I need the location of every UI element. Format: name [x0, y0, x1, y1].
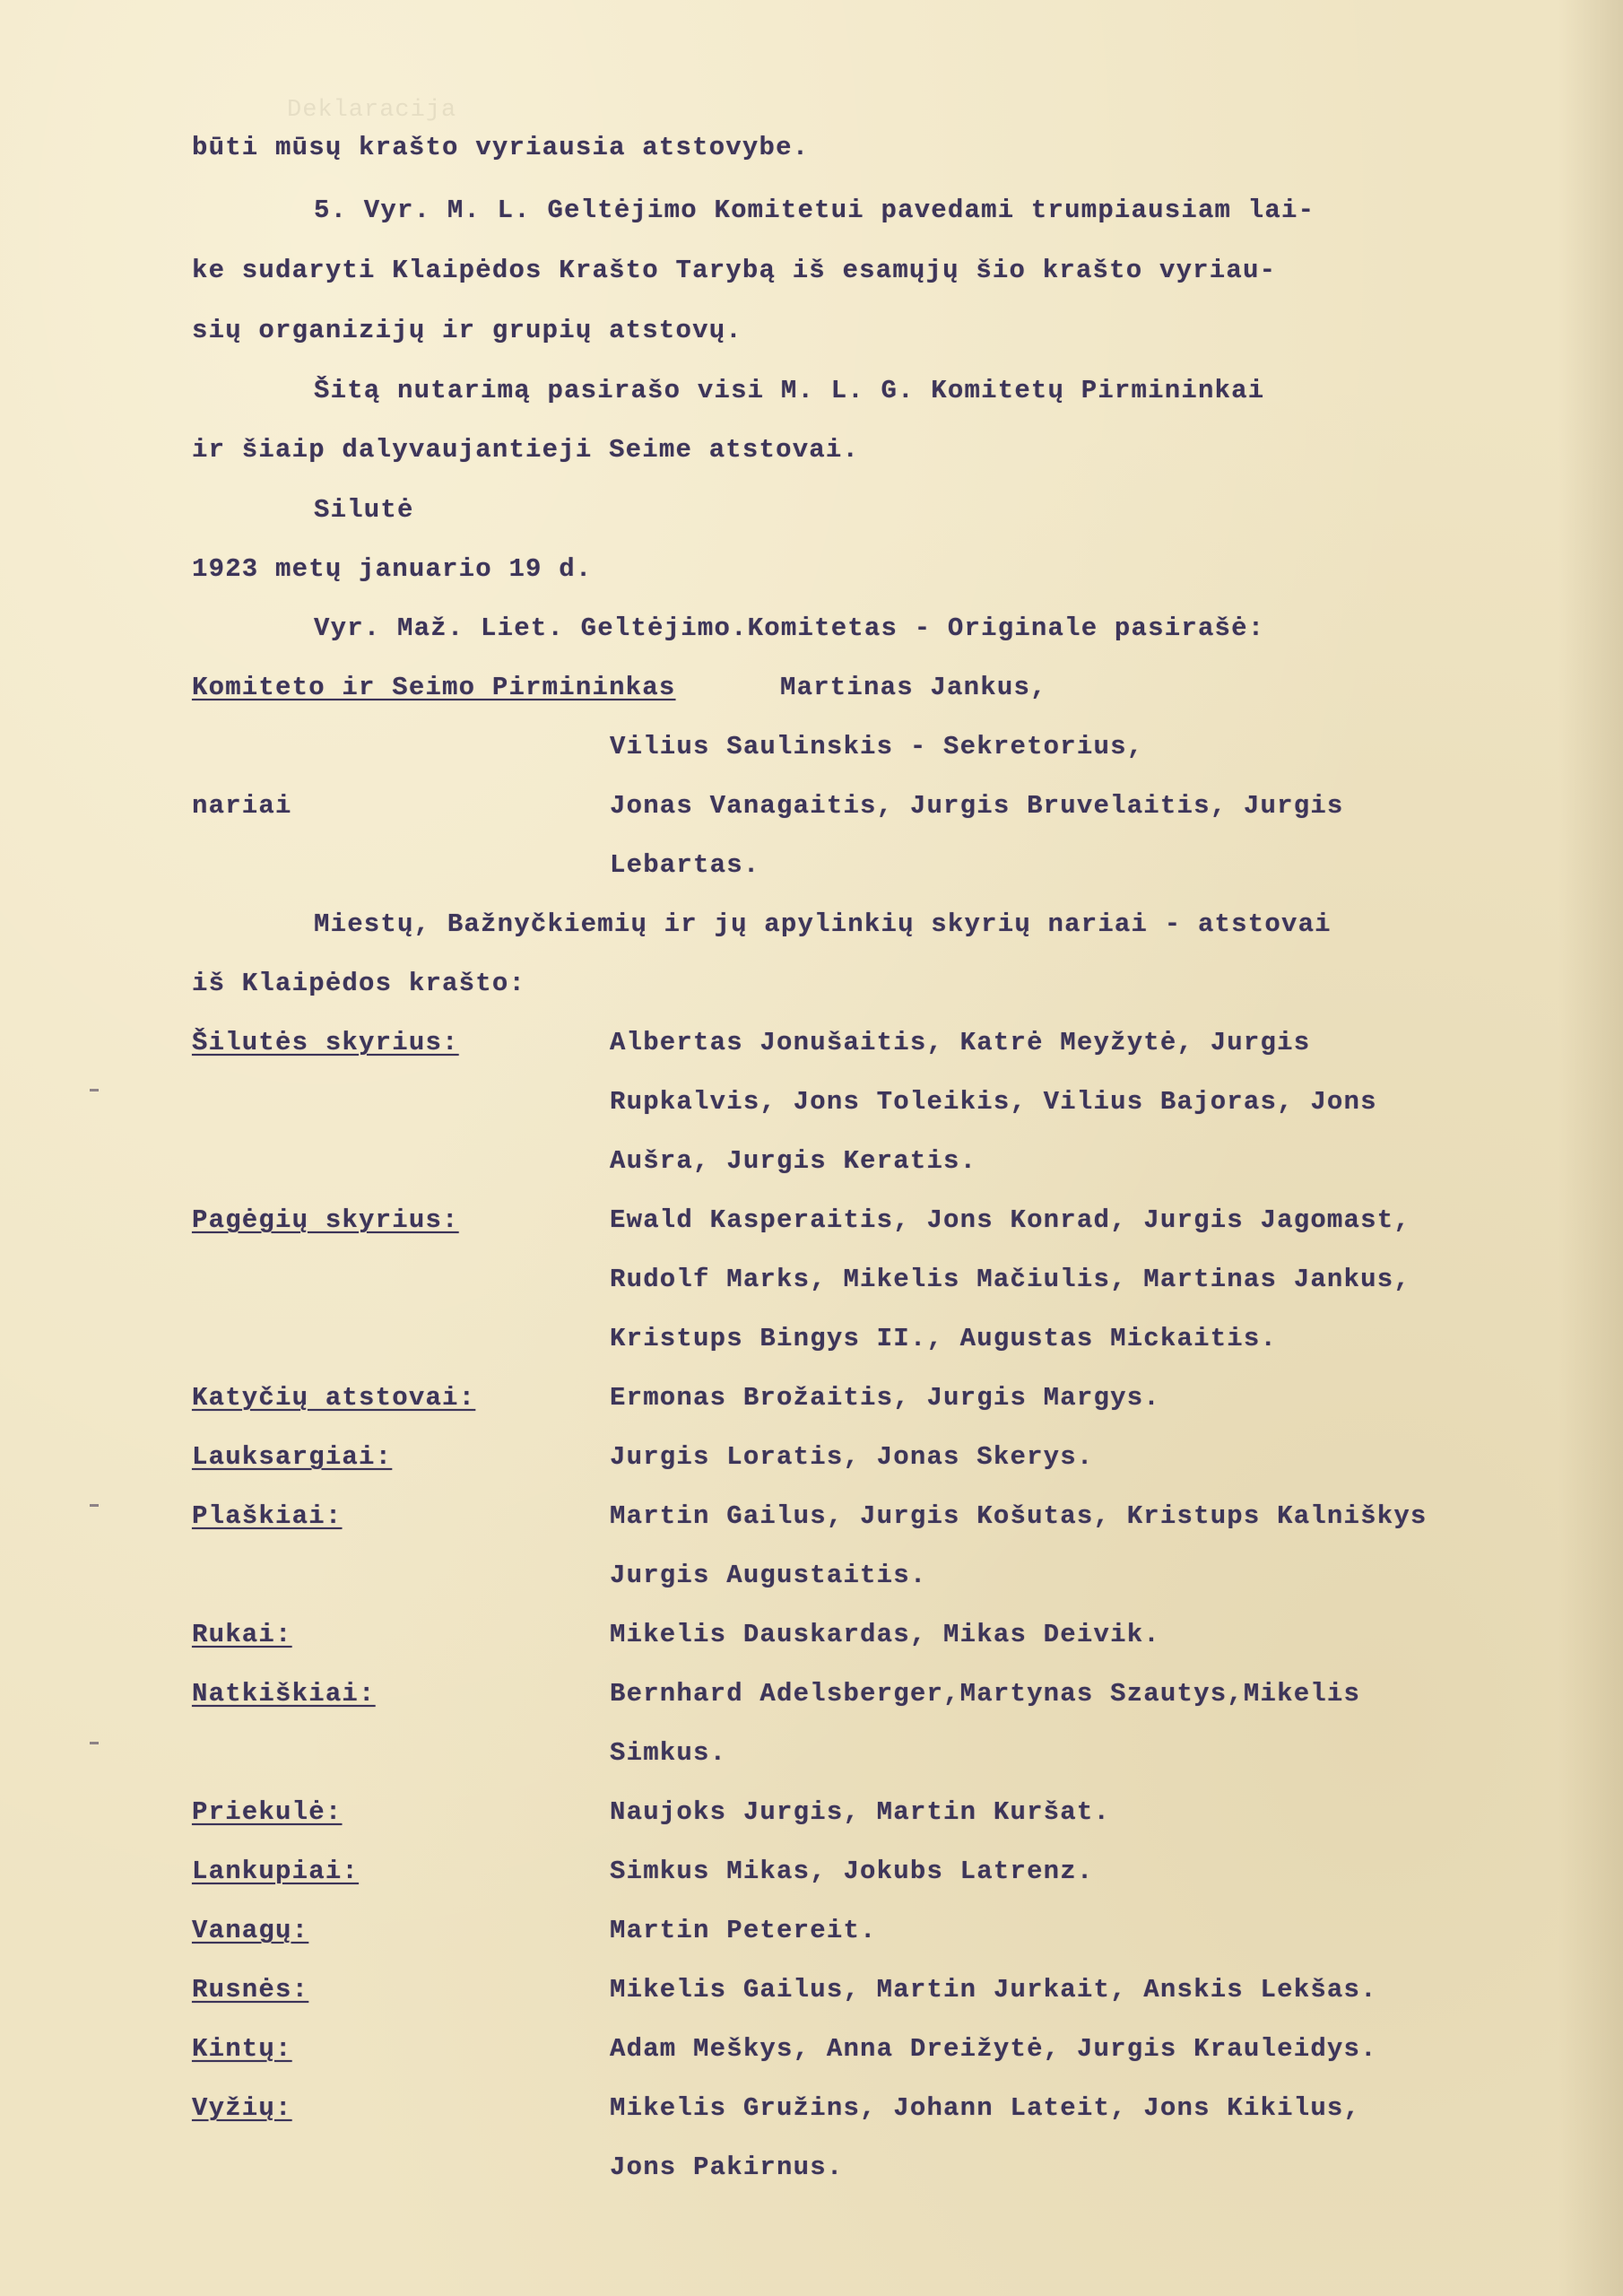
section-names: Simkus. — [610, 1738, 727, 1768]
paragraph-line: 5. Vyr. M. L. Geltėjimo Komitetui pavedami trumpiausiam lai- — [314, 196, 1315, 225]
section-label: Rukai: — [192, 1620, 292, 1649]
section-label: Katyčių atstovai: — [192, 1383, 476, 1413]
section-label: Lauksargiai: — [192, 1442, 393, 1472]
towns-intro: Miestų, Bažnyčkiemių ir jų apylinkių skyrių nariai - atstovai — [314, 909, 1332, 939]
section-names: Albertas Jonušaitis, Katrė Meyžytė, Jurgis — [610, 1028, 1311, 1057]
show-through: Deklaracija — [287, 97, 457, 124]
section-label: Vyžių: — [192, 2093, 292, 2123]
margin-mark — [90, 1089, 99, 1091]
section-label: Kintų: — [192, 2034, 292, 2064]
section-label: Priekulė: — [192, 1797, 343, 1827]
committee-line: Vyr. Maž. Liet. Geltėjimo.Komitetas - Originale pasirašė: — [314, 613, 1265, 643]
section-names: Rudolf Marks, Mikelis Mačiulis, Martinas Jankus, — [610, 1265, 1410, 1294]
members-line: Jonas Vanagaitis, Jurgis Bruvelaitis, Jurgis — [610, 791, 1344, 821]
paragraph-line: sių organizijų ir grupių atstovų. — [192, 316, 742, 345]
section-names: Mikelis Gružins, Johann Lateit, Jons Kikilus, — [610, 2093, 1361, 2123]
members-line: Lebartas. — [610, 850, 760, 880]
date: 1923 metų januario 19 d. — [192, 554, 593, 584]
section-label: Vanagų: — [192, 1916, 309, 1945]
section-names: Jurgis Loratis, Jonas Skerys. — [610, 1442, 1094, 1472]
place: Silutė — [314, 495, 414, 525]
paragraph-line: ke sudaryti Klaipėdos Krašto Tarybą iš esamųjų šio krašto vyriau- — [192, 256, 1277, 285]
margin-mark — [90, 1504, 99, 1507]
section-names: Jurgis Augustaitis. — [610, 1561, 927, 1590]
paragraph-line: Šitą nutarimą pasirašo visi M. L. G. Komitetų Pirmininkai — [314, 376, 1265, 405]
members-label: nariai — [192, 791, 292, 821]
section-label: Rusnės: — [192, 1975, 309, 2005]
section-names: Aušra, Jurgis Keratis. — [610, 1146, 977, 1176]
section-names: Martin Gailus, Jurgis Košutas, Kristups Kalniškys — [610, 1501, 1428, 1531]
margin-mark — [90, 1742, 99, 1744]
section-label: Lankupiai: — [192, 1857, 360, 1886]
paragraph-line: ir šiaip dalyvaujantieji Seime atstovai. — [192, 435, 860, 465]
section-names: Simkus Mikas, Jokubs Latrenz. — [610, 1857, 1094, 1886]
section-names: Mikelis Gailus, Martin Jurkait, Anskis Lekšas. — [610, 1975, 1377, 2005]
section-names: Kristups Bingys II., Augustas Mickaitis. — [610, 1324, 1278, 1353]
section-names: Ermonas Brožaitis, Jurgis Margys. — [610, 1383, 1160, 1413]
section-names: Martin Petereit. — [610, 1916, 877, 1945]
section-names: Jons Pakirnus. — [610, 2152, 844, 2182]
towns-intro: iš Klaipėdos krašto: — [192, 969, 526, 998]
section-label: Šilutės skyrius: — [192, 1028, 459, 1057]
section-names: Ewald Kasperaitis, Jons Konrad, Jurgis Jagomast, — [610, 1205, 1410, 1235]
chair-label: Komiteto ir Seimo Pirmininkas — [192, 673, 676, 702]
chair-name: Martinas Jankus, — [780, 673, 1047, 702]
section-names: Mikelis Dauskardas, Mikas Deivik. — [610, 1620, 1160, 1649]
section-names: Naujoks Jurgis, Martin Kuršat. — [610, 1797, 1111, 1827]
section-names: Adam Meškys, Anna Dreižytė, Jurgis Krauleidys. — [610, 2034, 1377, 2064]
section-label: Plaškiai: — [192, 1501, 343, 1531]
section-names: Rupkalvis, Jons Toleikis, Vilius Bajoras, Jons — [610, 1087, 1377, 1117]
paragraph-line: būti mūsų krašto vyriausia atstovybe. — [192, 133, 810, 162]
secretary: Vilius Saulinskis - Sekretorius, — [610, 732, 1144, 761]
section-label: Natkiškiai: — [192, 1679, 376, 1709]
section-label: Pagėgių skyrius: — [192, 1205, 459, 1235]
section-names: Bernhard Adelsberger,Martynas Szautys,Mikelis — [610, 1679, 1361, 1709]
